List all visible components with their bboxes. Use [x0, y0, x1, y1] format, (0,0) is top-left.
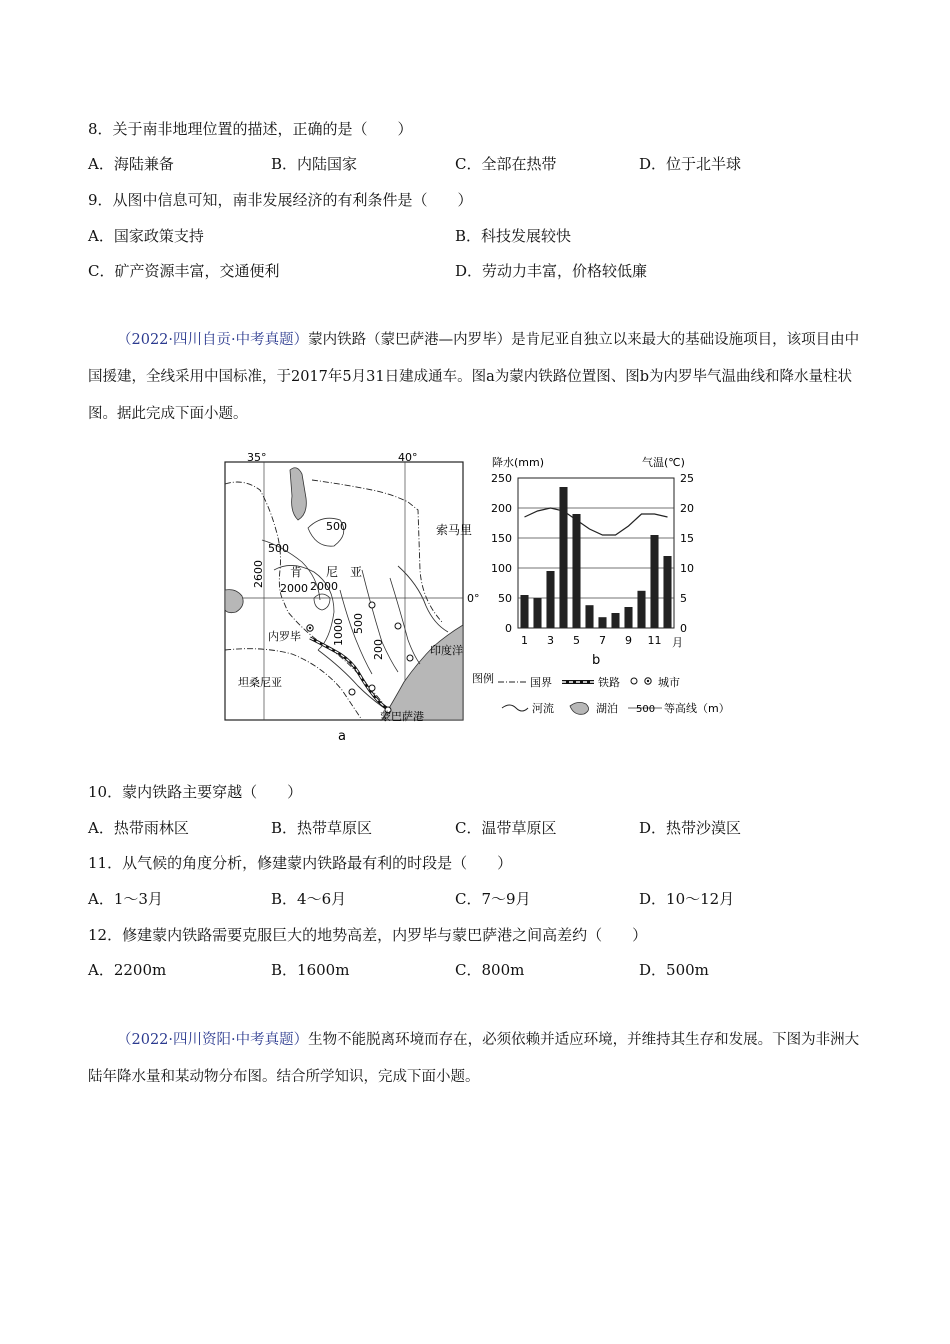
legend-contour-label: 等高线（m）	[664, 702, 730, 715]
question-11-stem: 11．从气候的角度分析，修建蒙内铁路最有利的时段是（ ）	[88, 854, 513, 872]
precip-bar	[572, 514, 580, 628]
question-12-option-a[interactable]: A．2200m	[88, 961, 167, 979]
legend-river-label: 河流	[532, 702, 554, 715]
passage-2-text: 生物不能脱离环境而存在，必须依赖并适应环境，并维持其生存和发展。下图为非洲大陆年降水量和某动物分布图。结合所学知识，完成下面小题。	[88, 1032, 860, 1085]
question-9-option-a[interactable]: A．国家政策支持	[88, 227, 204, 245]
chart-left-tick-label: 200	[491, 502, 512, 515]
figure-map-and-climate	[222, 450, 742, 750]
chart-right-tick-label: 25	[680, 472, 694, 485]
question-9-option-d[interactable]: D．劳动力丰富，价格较低廉	[455, 262, 648, 280]
precip-bar	[520, 595, 528, 628]
chart-right-tick-label: 15	[680, 532, 694, 545]
contour-label: 500	[352, 613, 365, 634]
chart-x-tick-label: 11	[647, 634, 662, 647]
chart-x-tick-label: 9	[625, 634, 632, 647]
question-9-option-c[interactable]: C．矿产资源丰富，交通便利	[88, 262, 280, 280]
passage-2	[88, 1022, 868, 1096]
question-11-option-d[interactable]: D．10～12月	[639, 890, 735, 908]
precip-bar	[637, 591, 645, 628]
contour-label: 2000	[280, 582, 308, 595]
question-10-option-c[interactable]: C．温带草原区	[455, 819, 557, 837]
precip-bar	[663, 556, 671, 628]
chart-ylabel-right: 气温(℃)	[642, 456, 685, 469]
passage-1	[88, 322, 868, 433]
city-marker	[395, 623, 401, 629]
question-8-stem: 8．关于南非地理位置的描述，正确的是（ ）	[88, 120, 413, 138]
place-label: 亚	[350, 565, 363, 579]
city-nairobi-dot	[309, 627, 311, 629]
question-12-option-c[interactable]: C．800m	[455, 961, 525, 979]
chart-left-tick-label: 250	[491, 472, 512, 485]
chart-right-tick-label: 0	[680, 622, 687, 635]
chart-x-tick-label: 5	[573, 634, 580, 647]
place-nairobi: 内罗毕	[268, 630, 301, 643]
precip-bar	[624, 607, 632, 628]
question-10-option-d[interactable]: D．热带沙漠区	[639, 819, 742, 837]
lon-label-40: 40°	[398, 451, 418, 464]
legend-river-symbol	[502, 705, 528, 711]
chart-xlabel: 月	[672, 636, 683, 649]
chart-x-tick-label: 1	[521, 634, 528, 647]
precip-bar	[546, 571, 554, 628]
question-8-option-a[interactable]: A．海陆兼备	[88, 155, 174, 173]
place-label: 尼	[326, 565, 339, 579]
legend-title-text: 图例	[472, 672, 494, 685]
chart-x-tick-label: 7	[599, 634, 606, 647]
chart-left-tick-label: 50	[498, 592, 512, 605]
lat-label-0: 0°	[467, 592, 480, 605]
contour-label: 200	[372, 639, 385, 660]
contour-label: 2000	[310, 580, 338, 593]
contour-label: 500	[268, 542, 289, 555]
temperature-line	[525, 508, 668, 535]
legend-lake-label: 湖泊	[596, 702, 618, 715]
legend-city-symbol	[631, 678, 637, 684]
chart-right-tick-label: 5	[680, 592, 687, 605]
place-somalia	[436, 523, 472, 537]
question-10-option-b[interactable]: B．热带草原区	[271, 819, 373, 837]
contour-label: 2600	[252, 560, 265, 588]
place-indian-ocean: 印度洋	[430, 644, 463, 657]
legend-contour-sample: 500	[636, 704, 656, 715]
chart-left-tick-label: 150	[491, 532, 512, 545]
chart-left-tick-label: 100	[491, 562, 512, 575]
city-marker	[407, 655, 413, 661]
chart-ylabel-left: 降水(mm)	[492, 456, 545, 469]
precip-bar	[650, 535, 658, 628]
passage-1-text: 蒙内铁路（蒙巴萨港—内罗毕）是肯尼亚自独立以来最大的基础设施项目，该项目由中国援建，全线采用中国标准，于2017年5月31日建成通车。图a为蒙内铁路位置图、图b为内罗毕气温曲线和降水量柱状图。据此完成下面小题。	[88, 332, 860, 422]
question-8-option-b[interactable]: B．内陆国家	[271, 155, 358, 173]
precip-bar	[585, 605, 593, 628]
chart-right-tick-label: 20	[680, 502, 694, 515]
place-somalia-text: 索马里	[436, 523, 473, 537]
chart-right-ticks	[680, 472, 694, 635]
city-marker	[369, 602, 375, 608]
precip-bar	[533, 598, 541, 628]
legend-railway-label: 铁路	[598, 676, 620, 689]
map-caption: a	[338, 729, 346, 744]
chart-left-tick-label: 0	[505, 622, 512, 635]
place-mombasa: 蒙巴萨港	[380, 710, 424, 723]
precip-bar	[559, 487, 567, 628]
city-marker	[349, 689, 355, 695]
question-11-option-b[interactable]: B．4～6月	[271, 890, 347, 908]
precip-bar	[598, 617, 606, 628]
chart-caption: b	[592, 653, 601, 668]
city-marker	[369, 685, 375, 691]
place-label: 肯	[290, 565, 303, 579]
climate-chart-b	[491, 455, 694, 668]
question-9-stem: 9．从图中信息可知，南非发展经济的有利条件是（ ）	[88, 191, 473, 209]
legend	[472, 671, 730, 715]
passage-2-source: （2022·四川资阳·中考真题）	[117, 1032, 309, 1048]
question-12-option-b[interactable]: B．1600m	[271, 961, 350, 979]
legend-capital-dot	[647, 680, 649, 682]
place-tanzania: 坦桑尼亚	[238, 676, 282, 689]
question-10-stem: 10．蒙内铁路主要穿越（ ）	[88, 783, 303, 801]
question-10-option-a[interactable]: A．热带雨林区	[88, 819, 189, 837]
figure-svg	[222, 450, 742, 750]
question-8-option-c[interactable]: C．全部在热带	[455, 155, 557, 173]
passage-1-source: （2022·四川自贡·中考真题）	[117, 332, 309, 348]
legend-lake-symbol	[570, 702, 589, 714]
chart-x-ticks	[521, 634, 662, 647]
chart-temperature-line	[525, 508, 668, 535]
question-8-option-d[interactable]: D．位于北半球	[639, 155, 742, 173]
contour-label: 1000	[332, 618, 345, 646]
question-9-option-b[interactable]: B．科技发展较快	[455, 227, 572, 245]
question-12-option-d[interactable]: D．500m	[639, 961, 709, 979]
chart-right-tick-label: 10	[680, 562, 694, 575]
contour-label: 500	[326, 520, 347, 533]
precip-bar	[611, 613, 619, 628]
legend-border-label: 国界	[530, 676, 552, 689]
lon-label-35: 35°	[247, 451, 267, 464]
chart-x-tick-label: 3	[547, 634, 554, 647]
question-12-stem: 12．修建蒙内铁路需要克服巨大的地势高差，内罗毕与蒙巴萨港之间高差约（ ）	[88, 926, 648, 944]
legend-city-label: 城市	[658, 676, 680, 689]
legend-title	[472, 671, 494, 685]
chart-left-ticks	[491, 472, 512, 635]
question-11-option-a[interactable]: A．1～3月	[88, 890, 163, 908]
map-a	[225, 451, 480, 744]
question-11-option-c[interactable]: C．7～9月	[455, 890, 531, 908]
